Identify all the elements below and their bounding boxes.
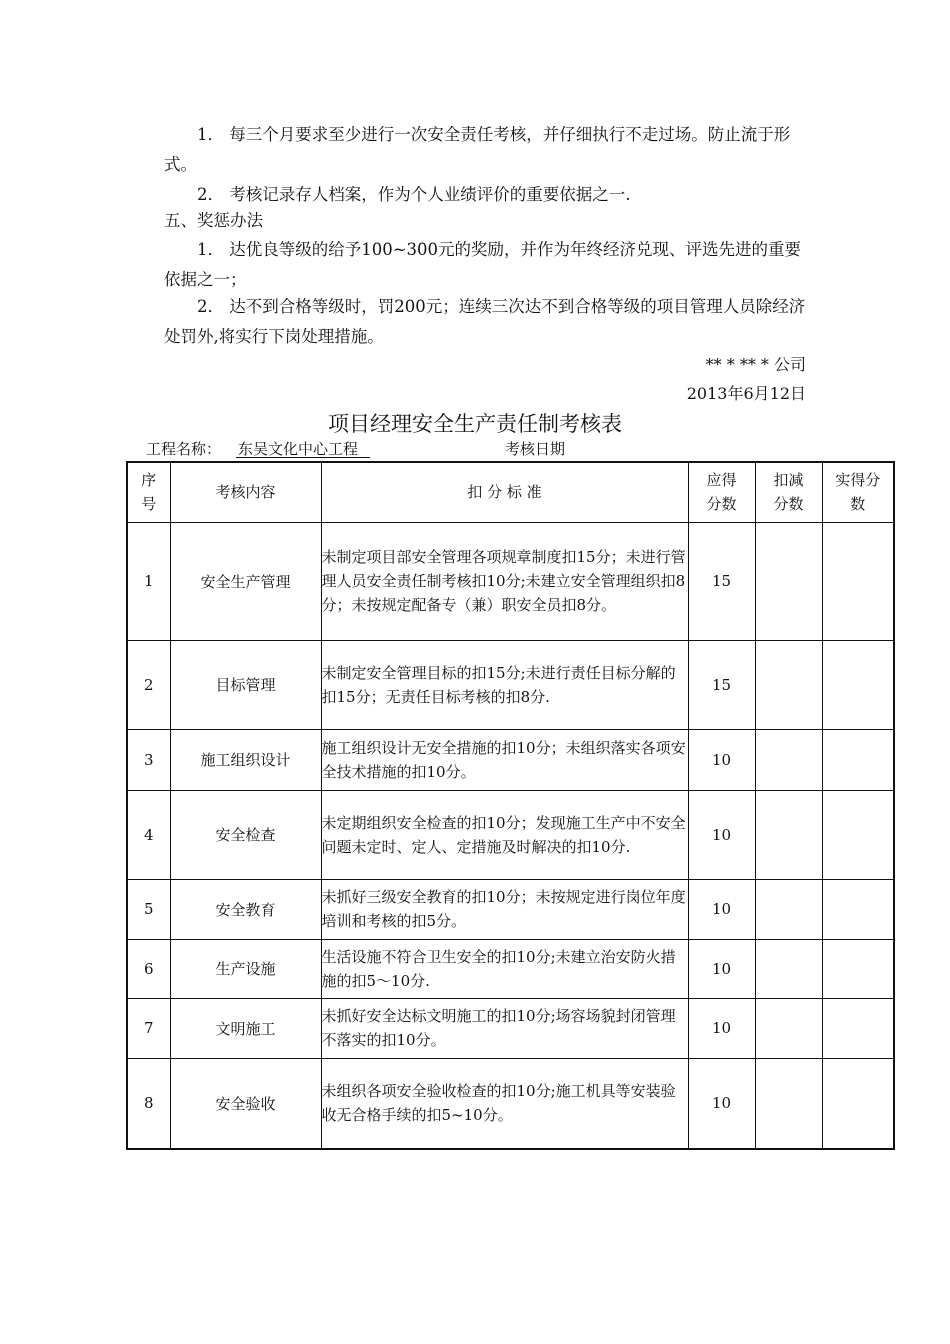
paragraph-2: 2． 考核记录存人档案，作为个人业绩评价的重要依据之一. [197, 185, 631, 204]
table-row [127, 729, 894, 790]
cell-standard: 未制定安全管理目标的扣15分;未进行责任目标分解的扣15分；无责任目标考核的扣8分. [321, 640, 688, 729]
cell-content: 安全教育 [170, 879, 321, 939]
cell-seq: 4 [127, 790, 170, 879]
cell-deducted-score[interactable] [755, 1058, 822, 1149]
cell-content: 生产设施 [170, 939, 321, 998]
cell-standard: 未定期组织安全检查的扣10分；发现施工生产中不安全问题未定时、定人、定措施及时解决的扣10分. [321, 790, 688, 879]
cell-seq: 5 [127, 879, 170, 939]
project-name-underline [236, 457, 370, 458]
header-due-score: 应得分数 [688, 462, 755, 522]
cell-due-score: 10 [688, 729, 755, 790]
cell-due-score: 10 [688, 790, 755, 879]
cell-deducted-score[interactable] [755, 790, 822, 879]
cell-actual-score[interactable] [822, 998, 894, 1058]
cell-standard: 未抓好三级安全教育的扣10分；未按规定进行岗位年度培训和考核的扣5分。 [321, 879, 688, 939]
cell-content: 目标管理 [170, 640, 321, 729]
table-row [127, 998, 894, 1058]
cell-deducted-score[interactable] [755, 998, 822, 1058]
paragraph-4: 2． 达不到合格等级时，罚200元；连续三次达不到合格等级的项目管理人员除经济处罚外,将实行下岗处理措施。 [164, 297, 806, 346]
cell-seq: 2 [127, 640, 170, 729]
cell-due-score: 15 [688, 640, 755, 729]
cell-actual-score[interactable] [822, 729, 894, 790]
header-actual-score: 实得分数 [822, 462, 894, 522]
cell-deducted-score[interactable] [755, 939, 822, 998]
cell-due-score: 10 [688, 879, 755, 939]
section-heading-rewards: 五、奖惩办法 [164, 211, 263, 230]
cell-due-score: 15 [688, 522, 755, 640]
cell-due-score: 10 [688, 939, 755, 998]
paragraph-1: 1． 每三个月要求至少进行一次安全责任考核，并仔细执行不走过场。防止流于形式。 [164, 125, 791, 174]
cell-deducted-score[interactable] [755, 879, 822, 939]
cell-content: 安全验收 [170, 1058, 321, 1149]
cell-standard: 未抓好安全达标文明施工的扣10分;场容场貌封闭管理不落实的扣10分。 [321, 998, 688, 1058]
cell-standard: 未组织各项安全验收检查的扣10分;施工机具等安装验收无合格手续的扣5~10分。 [321, 1058, 688, 1149]
cell-content: 施工组织设计 [170, 729, 321, 790]
cell-actual-score[interactable] [822, 939, 894, 998]
header-seq: 序号 [127, 462, 170, 522]
cell-standard: 未制定项目部安全管理各项规章制度扣15分；未进行管理人员安全责任制考核扣10分;未建立安全管理组织扣8分；未按规定配备专（兼）职安全员扣8分。 [321, 522, 688, 640]
company-signature: ** * ** * 公司 [705, 355, 806, 374]
table-row [127, 640, 894, 729]
cell-seq: 8 [127, 1058, 170, 1149]
cell-seq: 1 [127, 522, 170, 640]
cell-content: 文明施工 [170, 998, 321, 1058]
header-content: 考核内容 [170, 462, 321, 522]
cell-standard: 施工组织设计无安全措施的扣10分；未组织落实各项安全技术措施的扣10分。 [321, 729, 688, 790]
assessment-date-label: 考核日期 [505, 440, 566, 458]
cell-deducted-score[interactable] [755, 522, 822, 640]
table-row [127, 879, 894, 939]
table-row [127, 1058, 894, 1149]
cell-actual-score[interactable] [822, 790, 894, 879]
table-title: 项目经理安全生产责任制考核表 [328, 412, 622, 436]
cell-content: 安全检查 [170, 790, 321, 879]
cell-due-score: 10 [688, 998, 755, 1058]
cell-deducted-score[interactable] [755, 640, 822, 729]
assessment-table [126, 461, 895, 1150]
table-row [127, 522, 894, 640]
cell-standard: 生活设施不符合卫生安全的扣10分;未建立治安防火措施的扣5～10分. [321, 939, 688, 998]
paragraph-3: 1． 达优良等级的给予100~300元的奖励，并作为年终经济兑现、评选先进的重要依据之一； [164, 240, 802, 289]
cell-actual-score[interactable] [822, 522, 894, 640]
cell-content: 安全生产管理 [170, 522, 321, 640]
header-standard: 扣 分 标 准 [321, 462, 688, 522]
table-header-row [127, 462, 894, 522]
table-row [127, 939, 894, 998]
cell-actual-score[interactable] [822, 640, 894, 729]
cell-due-score: 10 [688, 1058, 755, 1149]
project-name: 东吴文化中心工程 [238, 440, 359, 458]
cell-deducted-score[interactable] [755, 729, 822, 790]
cell-seq: 6 [127, 939, 170, 998]
cell-actual-score[interactable] [822, 1058, 894, 1149]
project-name-label: 工程名称： [146, 440, 222, 458]
header-deducted-score: 扣减分数 [755, 462, 822, 522]
cell-seq: 3 [127, 729, 170, 790]
cell-seq: 7 [127, 998, 170, 1058]
signature-date: 2013年6月12日 [686, 384, 806, 403]
cell-actual-score[interactable] [822, 879, 894, 939]
table-row [127, 790, 894, 879]
